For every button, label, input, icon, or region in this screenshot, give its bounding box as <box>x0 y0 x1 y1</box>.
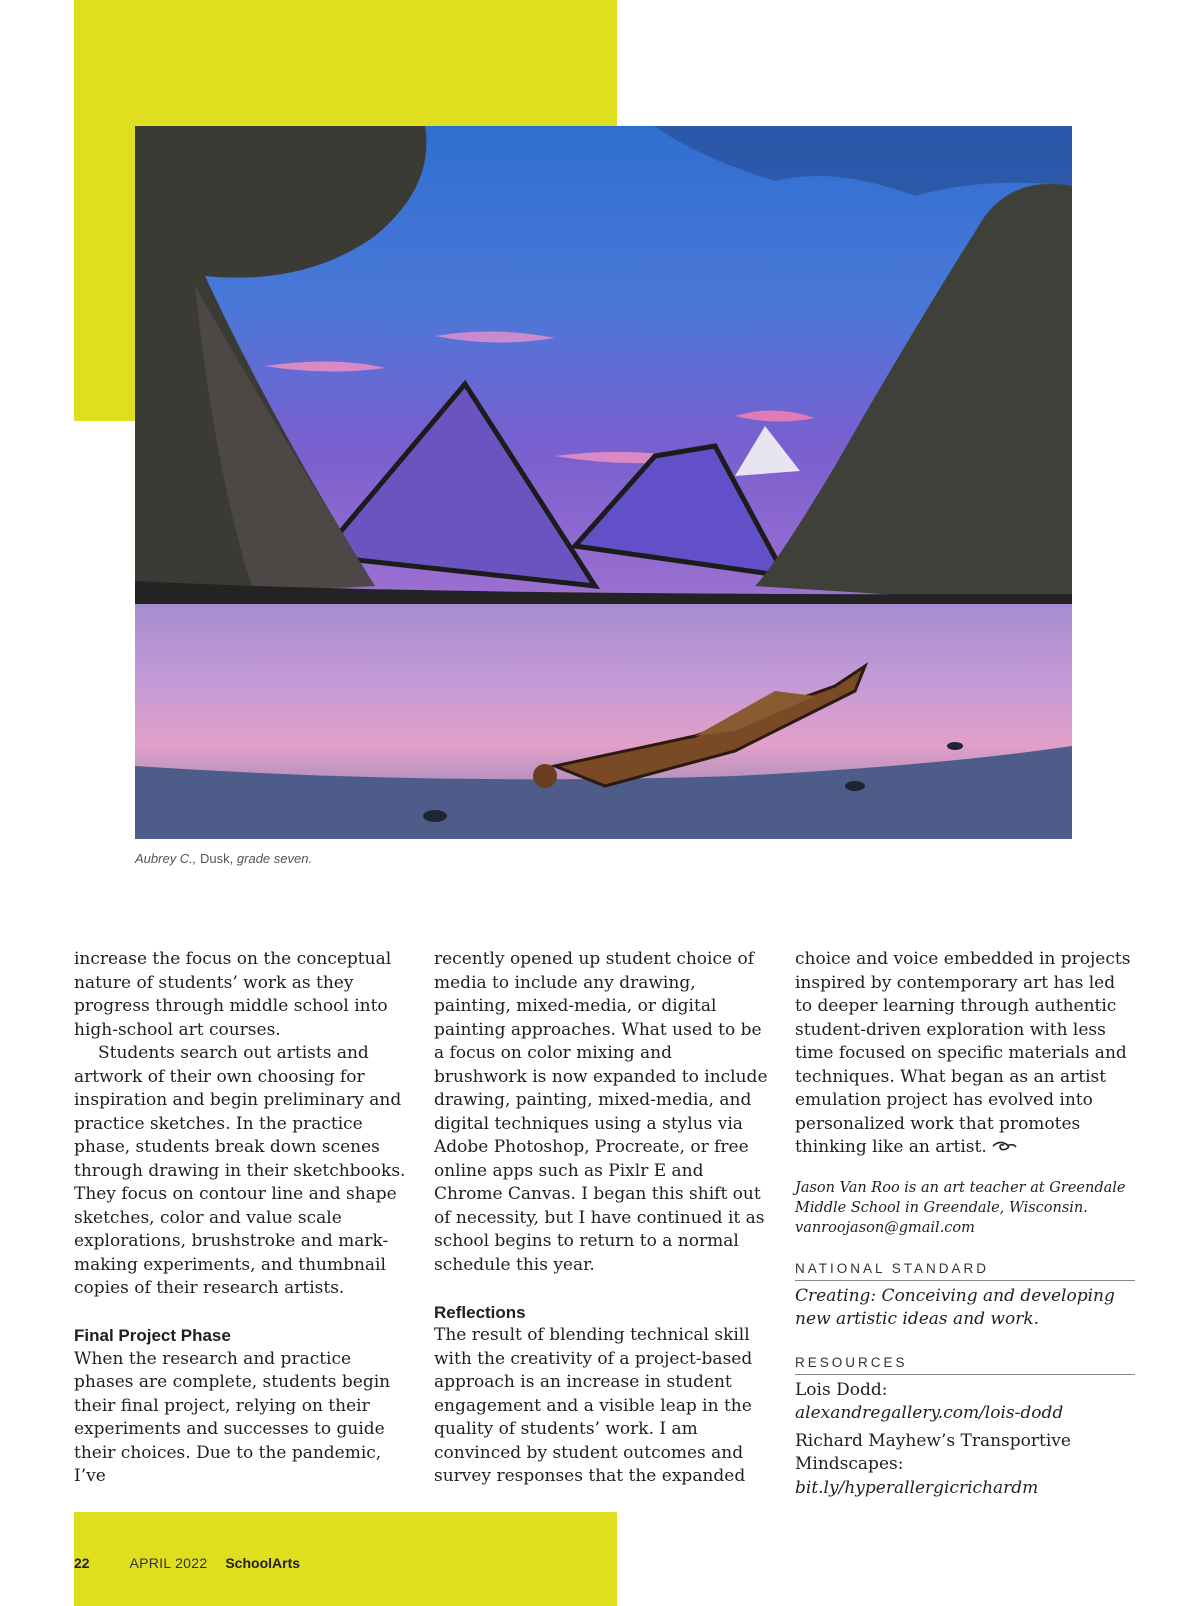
national-standard-label: NATIONAL STANDARD <box>795 1260 1135 1281</box>
caption-title: Dusk, <box>200 851 234 866</box>
paragraph: When the research and practice phases are complete, students begin their final project, relying on their experiments and successes to guide their choices. Due to the pandemic, I’ve <box>74 1348 391 1486</box>
resource-url: alexandregallery.com/lois-dodd <box>795 1403 1064 1423</box>
caption-grade: grade seven. <box>236 851 313 866</box>
resource-item <box>795 1430 1135 1501</box>
resource-url: bit.ly/hyperallergicrichardm <box>795 1477 1039 1498</box>
author-bio-text: Jason Van Roo is an art teacher at Greendale Middle School in Greendale, Wisconsin. <box>795 1179 1126 1216</box>
article-column-3 <box>795 948 1135 1500</box>
caption-artist: Aubrey C., <box>135 851 197 866</box>
resource-item <box>795 1379 1135 1426</box>
resource-name: Lois Dodd: <box>795 1379 888 1400</box>
article-column-1 <box>74 948 410 1489</box>
resource-name: Richard Mayhew’s Transportive Mindscapes: <box>795 1430 1071 1474</box>
section-heading-reflections: Reflections <box>434 1302 526 1322</box>
magazine-name: SchoolArts <box>225 1555 301 1571</box>
paragraph: The result of blending technical skill with the creativity of a project-based approach is an increase in student engagement and a visible leap in the quality of students’ work. I am convinced by student outcomes and survey responses that the expanded <box>434 1325 753 1486</box>
artwork-caption <box>135 851 312 866</box>
paragraph: Students search out artists and artwork of their own choosing for inspiration and begin preliminary and practice sketches. In the practice phase, students break down scenes through drawing in their sketchbooks. They focus on contour line and shape sketches, color and value scale explorations, brushstroke and mark-making experiments, and thumbnail copies of their research artists. <box>74 1043 406 1298</box>
paragraph-closing <box>795 948 1135 1160</box>
resources-label: RESOURCES <box>795 1354 1135 1375</box>
page-footer <box>74 1555 300 1571</box>
author-bio <box>795 1178 1135 1238</box>
section-heading-final-project: Final Project Phase <box>74 1326 231 1345</box>
issue-date: APRIL 2022 <box>129 1555 208 1571</box>
paragraph: increase the focus on the conceptual nature of students’ work as they progress through middle school into high-school art courses. <box>74 949 392 1040</box>
schoolarts-swirl-icon <box>991 1136 1017 1160</box>
page-number: 22 <box>74 1555 90 1571</box>
paragraph: recently opened up student choice of media to include any drawing, painting, mixed-media, or digital painting approaches. What used to be a focus on color mixing and brushwork is now expanded to include drawing, painting, mixed-media, and digital techniques using a stylus via Adobe Photoshop, Procreate, or free online apps such as Pixlr E and Chrome Canvas. I began this shift out of necessity, but I have continued it as school begins to return to a normal schedule this year. <box>434 949 768 1275</box>
author-email: vanroojason@gmail.com <box>795 1219 975 1236</box>
national-standard-text: Creating: Conceiving and developing new artistic ideas and work. <box>795 1285 1115 1329</box>
closing-text: choice and voice embedded in projects inspired by contemporary art has led to deeper learning through authentic student-driven exploration with less time focused on specific materials and techniques. What began as an artist emulation project has evolved into personalized work that promotes thinking like an artist. <box>795 949 1131 1157</box>
artwork-dusk-painting <box>135 126 1072 839</box>
article-column-2 <box>434 948 770 1489</box>
